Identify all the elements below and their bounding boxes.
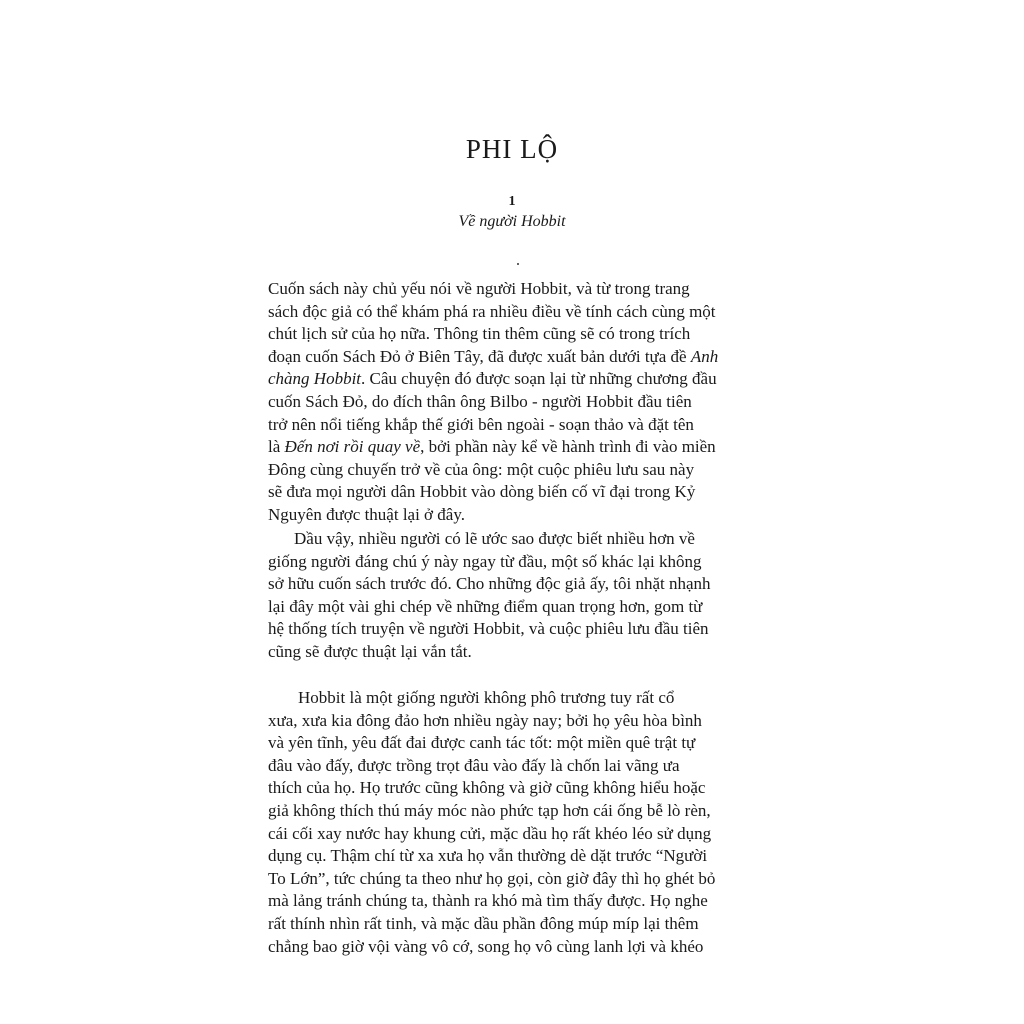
text-line: Nguyên được thuật lại ở đây. — [268, 504, 465, 524]
text-run: . Câu chuyện đó được soạn lại từ những chương đầu — [361, 369, 717, 389]
text-line: trở nên nổi tiếng khắp thế giới bên ngoài - soạn thảo và đặt tên — [268, 414, 694, 434]
text-line: chẳng bao giờ vội vàng vô cớ, song họ vô cùng lanh lợi và khéo — [268, 936, 704, 956]
text-line: thích của họ. Họ trước cũng không và giờ cũng không hiểu hoặc — [268, 778, 706, 798]
text-line: sách độc giả có thể khám phá ra nhiều điều về tính cách cùng một — [268, 301, 716, 321]
book-title-italic: chàng Hobbit — [268, 369, 362, 389]
text-line: sẽ đưa mọi người dân Hobbit vào dòng biến cố vĩ đại trong Kỷ — [268, 482, 696, 502]
text-line: xưa, xưa kia đông đảo hơn nhiều ngày nay; bởi họ yêu hòa bình — [268, 710, 702, 730]
text-line: giả không thích thú máy móc nào phức tạp hơn cái ống bễ lò rèn, — [268, 800, 711, 820]
book-title-italic: Anh — [690, 346, 719, 366]
text-line — [268, 346, 738, 369]
text-line: Cuốn sách này chủ yếu nói về người Hobbit, và từ trong trang — [268, 279, 690, 298]
text-run: , bởi phần này kể về hành trình đi vào miền — [420, 437, 716, 457]
text-line: To Lớn”, tức chúng ta theo như họ gọi, còn giờ đây thì họ ghét bỏ — [268, 868, 716, 888]
text-line: sở hữu cuốn sách trước đó. Cho những độc giả ấy, tôi nhặt nhạnh — [268, 574, 711, 594]
paragraph-2 — [268, 528, 738, 664]
text-line: hệ thống tích truyện về người Hobbit, và cuộc phiêu lưu đầu tiên — [268, 619, 709, 639]
text-line: cũng sẽ được thuật lại vắn tắt. — [268, 641, 472, 661]
section-title: Về người Hobbit — [458, 213, 566, 230]
text-line — [268, 436, 738, 459]
text-line: lại đây một vài ghi chép về những điểm quan trọng hơn, gom từ — [268, 596, 703, 616]
text-line: chút lịch sử của họ nữa. Thông tin thêm cũng sẽ có trong trích — [268, 324, 691, 344]
section-number: 1 — [508, 194, 516, 209]
text-line: đâu vào đấy, được trồng trọt đâu vào đấy là chốn lai vãng ưa — [268, 755, 680, 775]
text-run: đoạn cuốn Sách Đỏ ở Biên Tây, đã được xuất bản dưới tựa đề — [268, 346, 691, 366]
text-line: dụng cụ. Thậm chí từ xa xưa họ vẫn thường dè dặt trước “Người — [268, 846, 708, 866]
text-line — [268, 368, 738, 391]
paragraph-3 — [268, 687, 738, 958]
text-line: Đông cùng chuyến trở về của ông: một cuộc phiêu lưu sau này — [268, 459, 695, 479]
text-run: là — [268, 437, 285, 457]
chapter-title: PHI LỘ — [465, 134, 559, 164]
text-line: và yên tĩnh, yêu đất đai được canh tác tốt: một miền quê trật tự — [268, 733, 696, 753]
book-title-italic: Đến nơi rồi quay về — [284, 437, 421, 457]
text-line: rất thính nhìn rất tinh, và mặc dầu phần đông múp míp lại thêm — [268, 913, 699, 933]
text-line: cuốn Sách Đỏ, do đích thân ông Bilbo - người Hobbit đầu tiên — [268, 391, 692, 411]
text-line: giống người đáng chú ý này ngay từ đầu, một số khác lại không — [268, 551, 702, 571]
text-line: Hobbit là một giống người không phô trương tuy rất cổ — [298, 688, 675, 707]
stray-dot — [517, 263, 519, 265]
text-line: Dầu vậy, nhiều người có lẽ ước sao được biết nhiều hơn về — [294, 529, 695, 548]
paragraph-1 — [268, 278, 738, 527]
text-line: mà lảng tránh chúng ta, thành ra khó mà tìm thấy được. Họ nghe — [268, 891, 708, 911]
text-line: cái cối xay nước hay khung cửi, mặc dầu họ rất khéo léo sử dụng — [268, 823, 712, 843]
